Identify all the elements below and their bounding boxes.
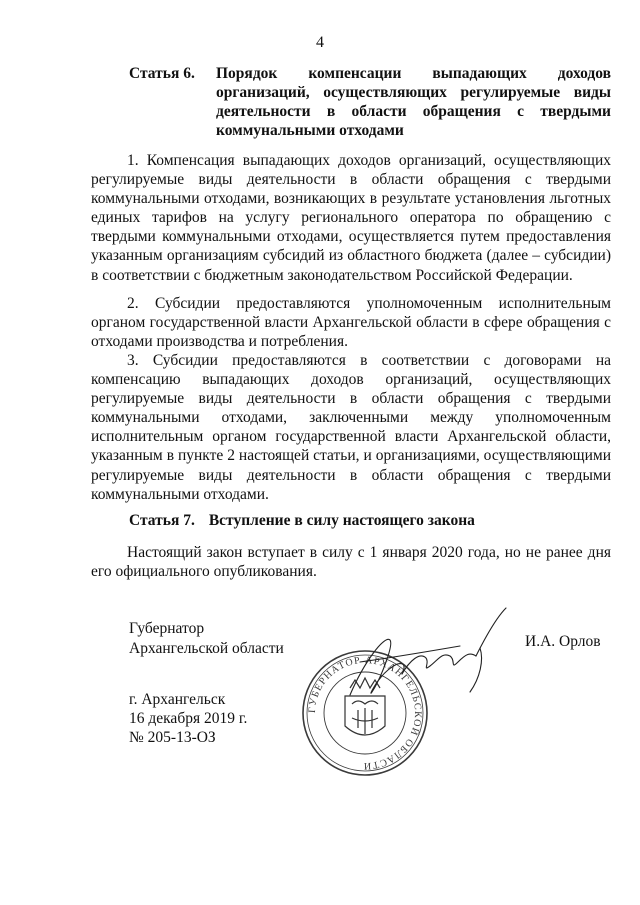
signatory-position [129,619,284,659]
signatory-name: И.А. Орлов [525,633,601,650]
page-number: 4 [316,34,324,51]
article-7-paragraph: Настоящий закон вступает в силу с 1 января 2020 года, но не ранее дня его официального опубликования. [91,544,611,581]
article-6-paragraph-1: 1. Компенсация выпадающих доходов организаций, осуществляющих регулируемые виды деятельности в области обращения с твердыми коммунальными отходами, возникающих в результате установления льготных единых тарифов на услугу регионального оператора по обращению с твердыми коммунальными отходами, осуществляется путем предоставления указанным организациям субсидий из областного бюджета (далее – субсидии) в соответствии с бюджетным законодательством Российской Федерации. [91,152,611,284]
article-7-label: Статья 7. [129,512,195,529]
article-6-paragraph-2: 2. Субсидии предоставляются уполномоченным исполнительным органом государственной власти Архангельской области в сфере обращения с отходами производства и потребления. [91,295,611,351]
city: г. Архангельск [129,691,226,708]
article-6-paragraph-3: 3. Субсидии предоставляются в соответствии с договорами на компенсацию выпадающих доходов организаций, осуществляющих регулируемые виды деятельности в области обращения с твердыми коммунальными отходами, заключенными между уполномоченным исполнительным органом государственной власти Архангельской области, указанным в пункте 2 настоящей статьи, и организациями, осуществляющими регулируемые виды деятельности в области обращения с твердыми коммунальными отходами. [91,352,611,503]
article-6-label: Статья 6. [129,65,195,82]
signing-date: 16 декабря 2019 г. [129,710,248,727]
article-7-title: Вступление в силу настоящего закона [208,512,475,529]
place-date-block [129,690,247,747]
law-number: № 205-13-ОЗ [129,729,216,746]
position-line-2: Архангельской области [129,640,284,657]
seal-ring-text: ГУБЕРНАТОР АРХАНГЕЛЬСКОЙ ОБЛАСТИ [306,654,424,772]
article-6-title: Порядок компенсации выпадающих доходов организаций, осуществляющих регулируемые виды деятельности в области обращения с твердыми коммунальными отходами [216,65,611,139]
article-7-heading [129,512,475,530]
handwritten-signature-icon [330,600,520,710]
position-line-1: Губернатор [129,620,205,637]
